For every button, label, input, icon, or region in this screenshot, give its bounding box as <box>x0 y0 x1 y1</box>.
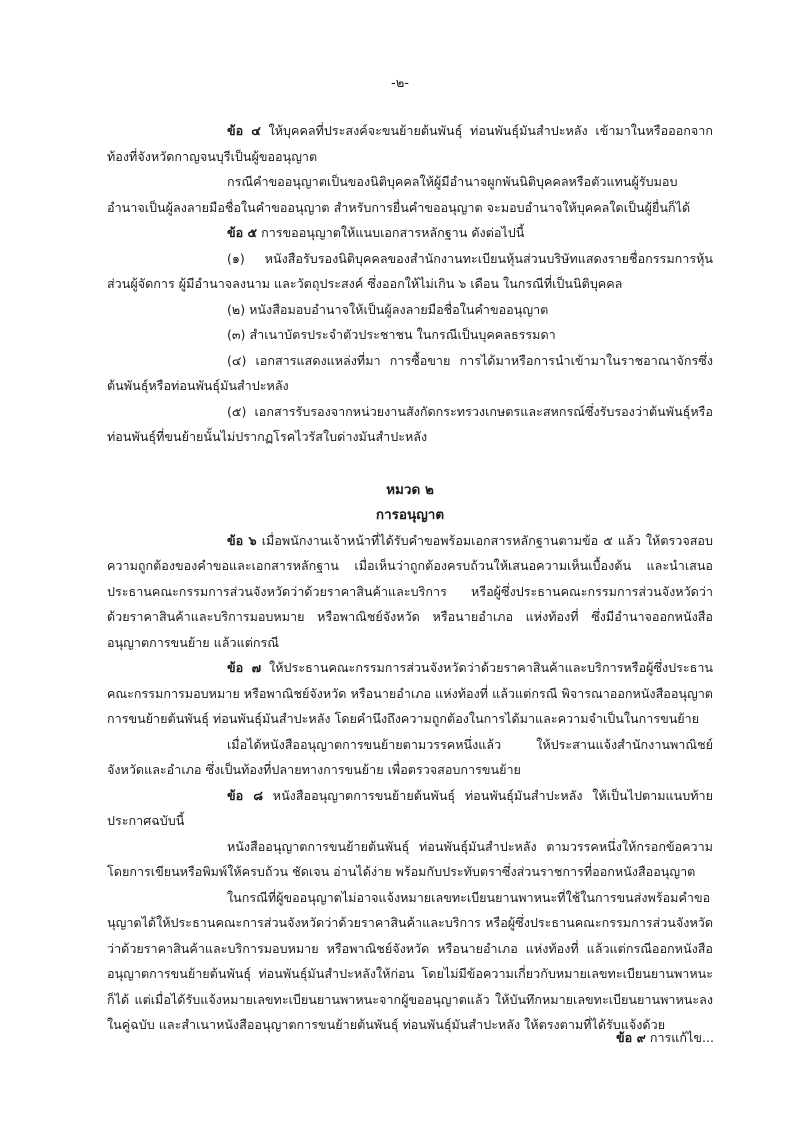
clause-number: ข้อ ๕ <box>227 225 258 240</box>
document-body <box>107 118 713 1038</box>
clause-6 <box>107 528 713 656</box>
chapter-heading: หมวด ๒ <box>386 481 434 498</box>
clause-7 <box>107 655 713 732</box>
continuation-marker <box>616 1028 714 1048</box>
chapter-title: การอนุญาต <box>375 506 445 523</box>
clause-text: หนังสืออนุญาตการขนย้ายต้นพันธุ์ ท่อนพันธุ์มันสำปะหลัง ให้เป็นไปตามแนบท้ายประกาศฉบับนี้ <box>107 787 713 828</box>
clause-text: การขออนุญาตให้แนบเอกสารหลักฐาน ดังต่อไปนี้ <box>261 225 525 240</box>
clause-5-item-5: (๕) เอกสารรับรองจากหน่วยงานสังกัดกระทรวงเกษตรและสหกรณ์ซึ่งรับรองว่าต้นพันธุ์หรือท่อนพันธุ์ที่ขนย้ายนั้นไม่ปรากฏโรคไวรัสใบด่างมันสำปะหลัง <box>107 403 713 444</box>
section-spacer <box>107 450 713 478</box>
clause-5-item-3: (๓) สำเนาบัตรประจำตัวประชาชน ในกรณีเป็นบุคคลธรรมดา <box>227 327 556 342</box>
clause-8-paragraph-2: หนังสืออนุญาตการขนย้ายต้นพันธุ์ ท่อนพันธุ์มันสำปะหลัง ตามวรรคหนึ่งให้กรอกข้อความโดยการเขียนหรือพิมพ์ให้ครบถ้วน ชัดเจน อ่านได้ง่าย พร้อมกับประทับตราซึ่งส่วนราชการที่ออกหนังสืออนุญาต <box>107 838 713 879</box>
clause-text: เมื่อพนักงานเจ้าหน้าที่ได้รับคำขอพร้อมเอกสารหลักฐานตามข้อ ๕ แล้ว ให้ตรวจสอบความถูกต้องของคำขอและเอกสารหลักฐาน เมื่อเห็นว่าถูกต้องครบถ้วนให้เสนอความเห็นเบื้องต้น และนำเสนอประธานคณะกรรมการส่วนจังหวัดว่าด้วยราคาสินค้าและบริการ หรือผู้ซึ่งประธานคณะกรรมการส่วนจังหวัดว่าด้วยราคาสินค้าและบริการมอบหมาย หรือพาณิชย์จังหวัด หรือนายอำเภอ แห่งท้องที่ ซึ่งมีอำนาจออกหนังสืออนุญาตการขนย้าย แล้วแต่กรณี <box>107 532 713 650</box>
clause-7-paragraph-2: เมื่อได้หนังสืออนุญาตการขนย้ายตามวรรคหนึ่งแล้ว ให้ประสานแจ้งสำนักงานพาณิชย์จังหวัดและอำเภอ ซึ่งเป็นท้องที่ปลายทางการขนย้าย เพื่อตรวจสอบการขนย้าย <box>107 736 713 777</box>
page-number: -๒- <box>391 76 409 91</box>
clause-number: ข้อ ๖ <box>227 532 257 548</box>
clause-text: ให้บุคคลที่ประสงค์จะขนย้ายต้นพันธุ์ ท่อนพันธุ์มันสำปะหลัง เข้ามาในหรือออกจากท้องที่จังหวัดกาญจนบุรีเป็นผู้ขออนุญาต <box>107 123 713 164</box>
continuation-clause-number: ข้อ ๙ <box>616 1030 646 1045</box>
clause-5-item-1: (๑) หนังสือรับรองนิติบุคคลของสำนักงานทะเบียนหุ้นส่วนบริษัทแสดงรายชื่อกรรมการหุ้นส่วนผู้จัดการ ผู้มีอำนาจลงนาม และวัตถุประสงค์ ซึ่งออกให้ไม่เกิน ๖ เดือน ในกรณีที่เป็นนิติบุคคล <box>107 250 713 291</box>
clause-8-paragraph-3: ในกรณีที่ผู้ขออนุญาตไม่อาจแจ้งหมายเลขทะเบียนยานพาหนะที่ใช้ในการขนส่งพร้อมคำขอนุญาตได้ให้ประธานคณะการส่วนจังหวัดว่าด้วยราคาสินค้าและบริการ หรือผู้ซึ่งประธานคณะกรรมการส่วนจังหวัดว่าด้วยราคาสินค้าและบริการมอบหมาย หรือพาณิชย์จังหวัด หรือนายอำเภอ แห่งท้องที่ แล้วแต่กรณีออกหนังสืออนุญาตการขนย้ายต้นพันธุ์ ท่อนพันธุ์มันสำปะหลังให้ก่อน โดยไม่มีข้อความเกี่ยวกับหมายเลขทะเบียนยานพาหนะก็ได้ แต่เมื่อได้รับแจ้งหมายเลขทะเบียนยานพาหนะจากผู้ขออนุญาตแล้ว ให้บันทึกหมายเลขทะเบียนยานพาหนะลงในคู่ฉบับ และสำเนาหนังสืออนุญาตการขนย้ายต้นพันธุ์ ท่อนพันธุ์มันสำปะหลัง ให้ตรงตามที่ได้รับแจ้งด้วย <box>107 889 713 1032</box>
continuation-text: การแก้ไข... <box>649 1030 714 1045</box>
clause-text: ให้ประธานคณะกรรมการส่วนจังหวัดว่าด้วยราคาสินค้าและบริการหรือผู้ซึ่งประธานคณะกรรมการมอบหมาย หรือพาณิชย์จังหวัด หรือนายอำเภอ แห่งท้องที่ แล้วแต่กรณี พิจารณาออกหนังสืออนุญาตการขนย้ายต้นพันธุ์ ท่อนพันธุ์มันสำปะหลัง โดยคำนึงถึงความถูกต้องในการได้มาและความจำเป็นในการขนย้าย <box>107 660 713 726</box>
clause-number: ข้อ ๔ <box>227 123 261 138</box>
clause-5 <box>107 220 713 246</box>
clause-number: ข้อ ๘ <box>227 787 264 803</box>
clause-number: ข้อ ๗ <box>227 660 262 675</box>
clause-4 <box>107 118 713 169</box>
clause-4-paragraph-2: กรณีคำขออนุญาตเป็นของนิติบุคคลให้ผู้มีอำนาจผูกพันนิติบุคคลหรือตัวแทนผู้รับมอบอำนาจเป็นผู้ลงลายมือชื่อในคำขออนุญาต สำหรับการยื่นคำขออนุญาต จะมอบอำนาจให้บุคคลใดเป็นผู้ยื่นก็ได้ <box>107 174 691 215</box>
clause-5-item-4: (๔) เอกสารแสดงแหล่งที่มา การซื้อขาย การได้มาหรือการนำเข้ามาในราชอาณาจักรซึ่งต้นพันธุ์หรือท่อนพันธุ์มันสำปะหลัง <box>107 352 713 393</box>
clause-8 <box>107 783 713 834</box>
clause-5-item-2: (๒) หนังสือมอบอำนาจให้เป็นผู้ลงลายมือชื่อในคำขออนุญาต <box>227 301 549 317</box>
